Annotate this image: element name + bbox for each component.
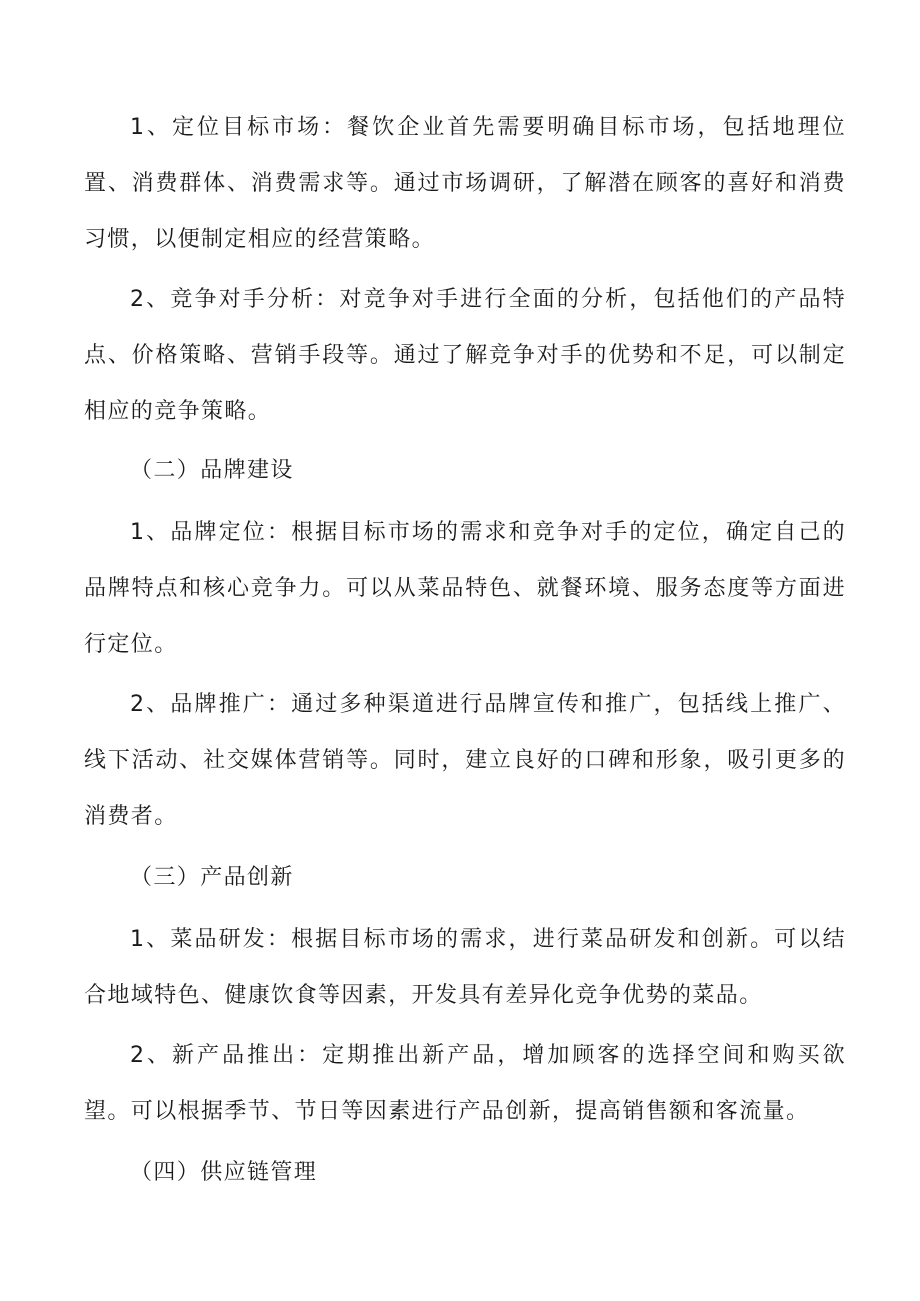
paragraph-competitor-analysis: 2、竞争对手分析：对竞争对手进行全面的分析，包括他们的产品特点、价格策略、营销手段等。通过了解竞争对手的优势和不足，可以制定相应的竞争策略。 (84, 287, 846, 424)
heading-supply-chain-management: （四）供应链管理 (130, 1160, 318, 1185)
paragraph-target-market: 1、定位目标市场：餐饮企业首先需要明确目标市场，包括地理位置、消费群体、消费需求等。通过市场调研，了解潜在顾客的喜好和消费习惯，以便制定相应的经营策略。 (84, 115, 846, 252)
paragraph-brand-positioning: 1、品牌定位：根据目标市场的需求和竞争对手的定位，确定自己的品牌特点和核心竞争力。可以从菜品特色、就餐环境、服务态度等方面进行定位。 (84, 520, 846, 657)
paragraph-new-product-launch: 2、新产品推出：定期推出新产品，增加顾客的选择空间和购买欲望。可以根据季节、节日等因素进行产品创新，提高销售额和客流量。 (84, 1043, 846, 1124)
heading-brand-building: （二）品牌建设 (130, 458, 294, 483)
paragraph-dish-development: 1、菜品研发：根据目标市场的需求，进行菜品研发和创新。可以结合地域特色、健康饮食等因素，开发具有差异化竞争优势的菜品。 (84, 927, 846, 1008)
paragraph-brand-promotion: 2、品牌推广：通过多种渠道进行品牌宣传和推广，包括线上推广、线下活动、社交媒体营销等。同时，建立良好的口碑和形象，吸引更多的消费者。 (84, 692, 846, 829)
heading-product-innovation: （三）产品创新 (130, 865, 294, 890)
